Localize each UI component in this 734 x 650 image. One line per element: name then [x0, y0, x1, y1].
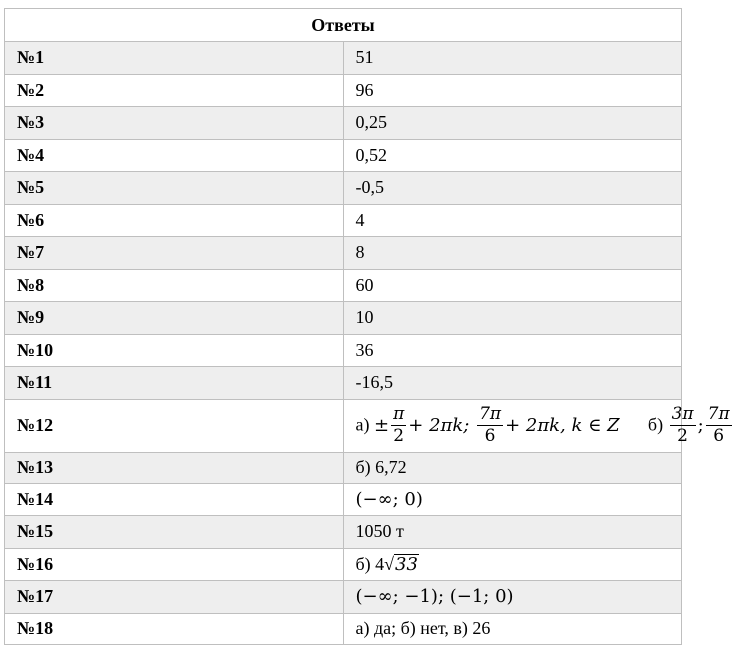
table-row: [5, 204, 682, 237]
table-row: [5, 74, 682, 107]
answer-cell: 1050 т: [343, 516, 682, 549]
table-row: [5, 516, 682, 549]
task-number: №3: [5, 107, 344, 140]
fraction-denominator: 6: [713, 426, 725, 446]
table-row: [5, 139, 682, 172]
formula-term: + 2πk;: [408, 414, 470, 436]
table-row: [5, 302, 682, 335]
answer-cell: (−∞; 0): [343, 483, 682, 516]
table-row: [5, 107, 682, 140]
answer-cell: 60: [343, 269, 682, 302]
answer-cell: 8: [343, 237, 682, 270]
task-number: №2: [5, 74, 344, 107]
task-number: №17: [5, 581, 344, 614]
fraction-numerator: 7π: [707, 404, 730, 424]
table-row: [5, 367, 682, 400]
fraction: [670, 406, 696, 445]
part-a-label: а): [355, 414, 370, 435]
fraction: [391, 406, 406, 445]
answer-cell: -0,5: [343, 172, 682, 205]
task-number: №7: [5, 237, 344, 270]
table-row: [5, 613, 682, 644]
table-row: [5, 172, 682, 205]
answer-cell: -16,5: [343, 367, 682, 400]
part-b-label: б): [647, 414, 664, 435]
task-number: №9: [5, 302, 344, 335]
plus-minus-sign: ±: [373, 414, 390, 436]
table-row: [5, 237, 682, 270]
task-number: №5: [5, 172, 344, 205]
answer-cell: 51: [343, 42, 682, 75]
radicand: 33: [395, 553, 418, 575]
fraction: [477, 406, 503, 445]
task-number: №1: [5, 42, 344, 75]
table-row: [5, 581, 682, 614]
header-row: [5, 9, 682, 42]
answer-cell: 96: [343, 74, 682, 107]
fraction-numerator: 3π: [671, 404, 694, 424]
fraction-numerator: 7π: [479, 404, 502, 424]
fraction-numerator: π: [393, 404, 405, 424]
task-number: №18: [5, 613, 344, 644]
table-row: [5, 334, 682, 367]
task-number: №15: [5, 516, 344, 549]
task-number: №8: [5, 269, 344, 302]
table-row: [5, 42, 682, 75]
task-number: №4: [5, 139, 344, 172]
table-title: Ответы: [5, 9, 682, 42]
task-number: №14: [5, 483, 344, 516]
fraction: [706, 406, 732, 445]
answer-cell-sqrt: [343, 548, 682, 581]
answer-cell: 0,52: [343, 139, 682, 172]
task-number: №10: [5, 334, 344, 367]
table-row: [5, 452, 682, 483]
answer-prefix: б) 4: [355, 553, 385, 574]
task-number: №16: [5, 548, 344, 581]
task-number: №11: [5, 367, 344, 400]
task-number: №13: [5, 452, 344, 483]
fraction-denominator: 6: [484, 426, 496, 446]
task-number: №6: [5, 204, 344, 237]
answer-cell: а) да; б) нет, в) 26: [343, 613, 682, 644]
answer-cell: 0,25: [343, 107, 682, 140]
answer-cell: б) 6,72: [343, 452, 682, 483]
table-row: [5, 483, 682, 516]
fraction-denominator: 2: [677, 426, 688, 446]
answer-cell: 4: [343, 204, 682, 237]
square-root: √33: [384, 553, 418, 575]
formula-term: + 2πk, k ∈ Z: [505, 414, 620, 436]
answer-cell: (−∞; −1); (−1; 0): [343, 581, 682, 614]
fraction-denominator: 2: [393, 426, 405, 446]
task-number: №12: [5, 399, 344, 452]
table-row: [5, 548, 682, 581]
table-row: [5, 269, 682, 302]
separator: ;: [697, 414, 704, 436]
table-row: [5, 399, 682, 452]
answer-cell: 10: [343, 302, 682, 335]
answer-cell: 36: [343, 334, 682, 367]
